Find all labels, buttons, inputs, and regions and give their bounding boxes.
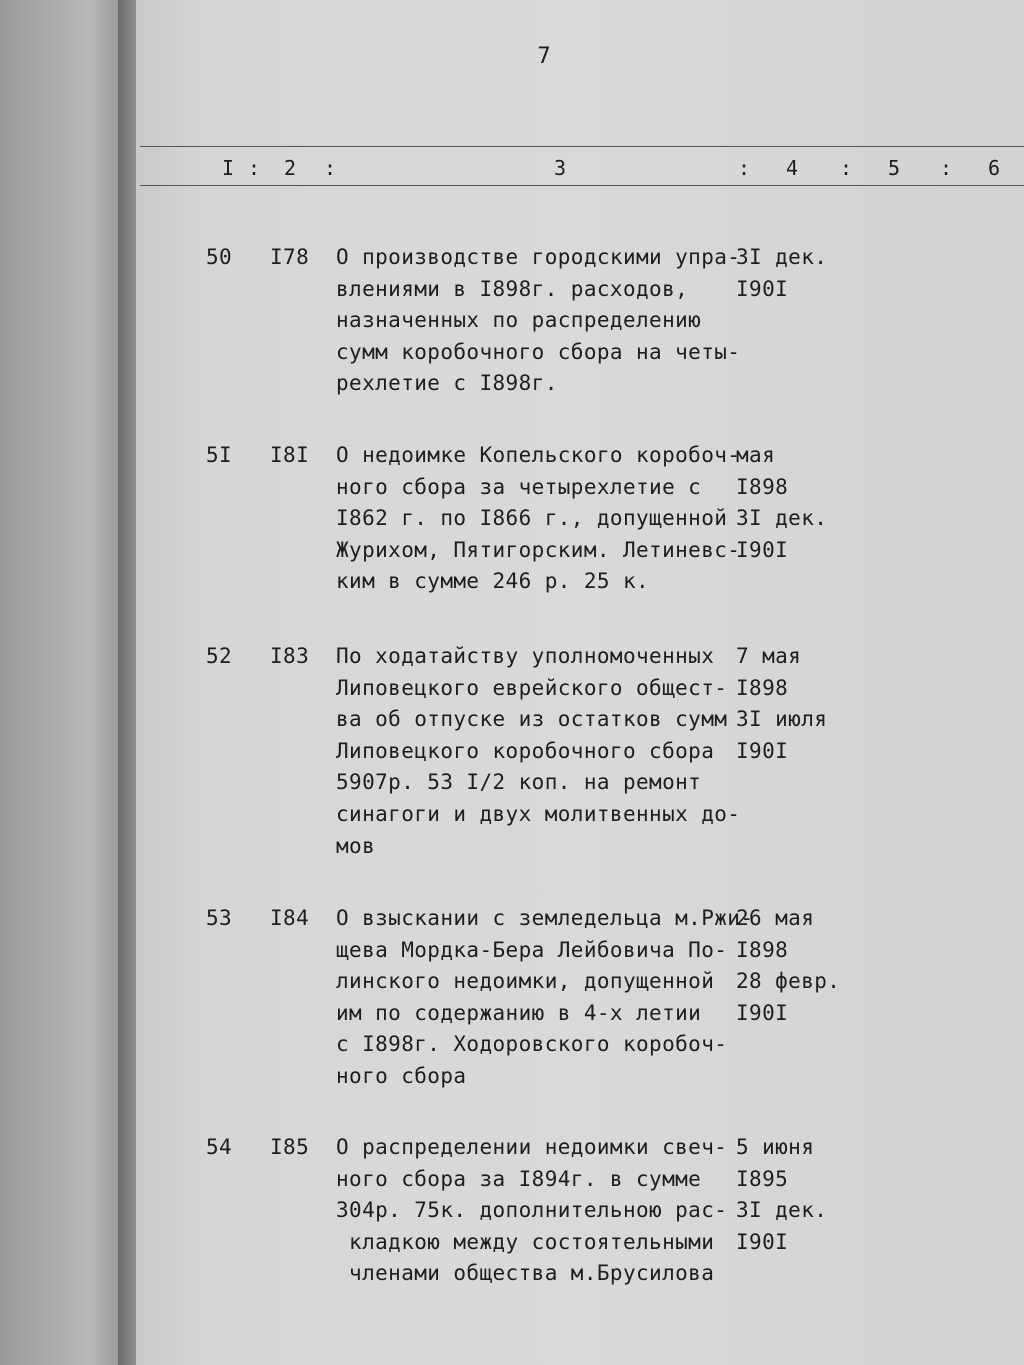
- title-line: По ходатайству уполномоченных: [336, 644, 715, 668]
- entry-number: 50: [206, 245, 233, 269]
- file-number: I85: [270, 1135, 310, 1159]
- date-line: 7 мая: [736, 644, 802, 668]
- title-line: О взыскании с земледельца м.Ржи-: [336, 906, 754, 930]
- title-line: ного сбора: [336, 1063, 467, 1088]
- date-line: 3I дек.: [736, 245, 828, 269]
- file-number: I78: [270, 245, 310, 269]
- entry-dates: [736, 1132, 896, 1258]
- file-number: I83: [270, 644, 310, 668]
- date-line: I898: [736, 937, 789, 962]
- title-line: назначенных по распределению: [336, 308, 702, 333]
- page-number: 7: [537, 44, 551, 69]
- title-line: членами общества м.Брусилова: [336, 1261, 715, 1286]
- col-header-2: 2: [284, 156, 297, 180]
- entry-number: 5I: [206, 443, 233, 467]
- title-line: ного сбора за I894г. в сумме: [336, 1166, 702, 1191]
- title-line: ким в сумме 246 р. 25 к.: [336, 569, 650, 594]
- date-line: I898: [736, 474, 789, 499]
- entry-title: [336, 440, 756, 598]
- entry-title: [336, 1132, 756, 1290]
- title-line: ного сбора за четырехлетие с: [336, 474, 702, 499]
- entry-title: [336, 242, 756, 400]
- col-header-4: 4: [786, 156, 799, 180]
- col-separator: :: [738, 156, 751, 180]
- date-line: 3I июля: [736, 707, 828, 732]
- file-number: I84: [270, 906, 310, 930]
- header-rule-bottom: [140, 185, 1024, 186]
- date-line: 3I дек.: [736, 506, 828, 531]
- col-header-5: 5: [888, 156, 901, 180]
- title-line: Липовецкого коробочного сбора: [336, 738, 715, 763]
- date-line: I895: [736, 1166, 789, 1191]
- title-line: с I898г. Ходоровского коробоч-: [336, 1032, 728, 1057]
- title-line: сумм коробочного сбора на четы-: [336, 339, 741, 364]
- date-line: I90I: [736, 1000, 789, 1025]
- title-line: 304р. 75к. дополнительною рас-: [336, 1198, 728, 1223]
- title-line: Липовецкого еврейского общест-: [336, 675, 728, 700]
- entry-dates: [736, 641, 896, 767]
- col-separator: :: [940, 156, 953, 180]
- col-header-6: 6: [988, 156, 1001, 180]
- title-line: I862 г. по I866 г., допущенной: [336, 506, 728, 531]
- date-line: 28 февр.: [736, 969, 841, 994]
- title-line: О распределении недоимки свеч-: [336, 1135, 728, 1159]
- title-line: Журихом, Пятигорским. Летиневс-: [336, 537, 741, 562]
- entry-title: [336, 903, 756, 1093]
- title-line: рехлетие с I898г.: [336, 371, 558, 396]
- title-line: щева Мордка-Бера Лейбовича По-: [336, 937, 728, 962]
- date-line: мая: [736, 443, 776, 467]
- title-line: влениями в I898г. расходов,: [336, 276, 689, 301]
- entry-title: [336, 641, 756, 862]
- col-separator: :: [324, 156, 337, 180]
- title-line: кладкою между состоятельными: [336, 1229, 715, 1254]
- title-line: О производстве городскими упра-: [336, 245, 741, 269]
- col-header-1: I: [222, 156, 235, 180]
- col-header-3: 3: [554, 156, 567, 180]
- date-line: I90I: [736, 738, 789, 763]
- date-line: I90I: [736, 1229, 789, 1254]
- date-line: I90I: [736, 537, 789, 562]
- title-line: О недоимке Копельского коробоч-: [336, 443, 741, 467]
- entry-dates: [736, 903, 896, 1029]
- title-line: им по содержанию в 4-х летии: [336, 1000, 702, 1025]
- entry-number: 54: [206, 1135, 233, 1159]
- entry-number: 52: [206, 644, 233, 668]
- date-line: 3I дек.: [736, 1198, 828, 1223]
- entry-number: 53: [206, 906, 233, 930]
- date-line: I90I: [736, 276, 789, 301]
- title-line: синагоги и двух молитвенных до-: [336, 801, 741, 826]
- entry-dates: [736, 242, 896, 305]
- title-line: 5907р. 53 I/2 коп. на ремонт: [336, 770, 702, 795]
- date-line: I898: [736, 675, 789, 700]
- col-separator: :: [248, 156, 261, 180]
- document-page: [136, 0, 1024, 1365]
- col-separator: :: [840, 156, 853, 180]
- date-line: 26 мая: [736, 906, 815, 930]
- header-rule-top: [140, 146, 1024, 147]
- title-line: ва об отпуске из остатков сумм: [336, 707, 728, 732]
- title-line: линского недоимки, допущенной: [336, 969, 715, 994]
- entry-dates: [736, 440, 896, 566]
- date-line: 5 июня: [736, 1135, 815, 1159]
- title-line: мов: [336, 833, 376, 858]
- file-number: I8I: [270, 443, 310, 467]
